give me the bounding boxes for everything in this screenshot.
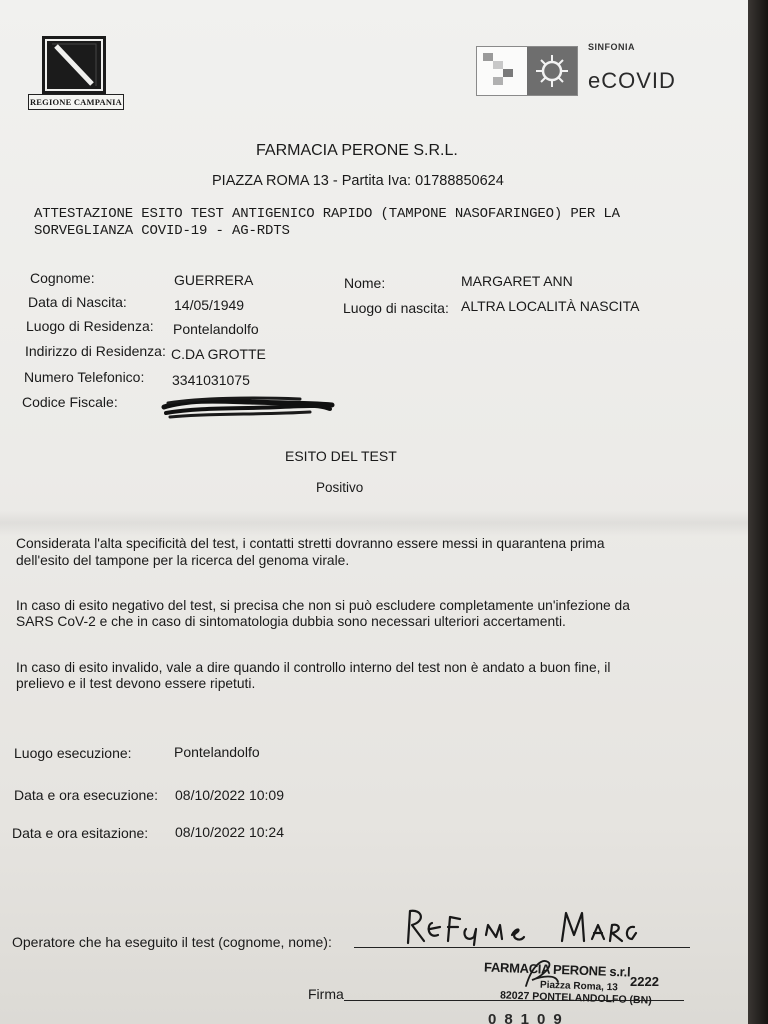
codice-fiscale-label: Codice Fiscale: [22, 394, 118, 410]
note-2-line2: SARS CoV-2 e che in caso di sintomatologia dubbia sono necessari ulteriori accertamenti. [16, 614, 566, 629]
data-esecuzione-value: 08/10/2022 10:09 [175, 787, 284, 803]
nome-value: MARGARET ANN [461, 273, 573, 289]
note-3-line1: In caso di esito invalido, vale a dire quando il controllo interno del test non è andato a buon fine, il [16, 660, 611, 675]
luogo-nascita-value: ALTRA LOCALITÀ NASCITA [461, 298, 640, 314]
nome-label: Nome: [344, 275, 386, 291]
stamp-line1: FARMACIA PERONE s.r.l [483, 959, 631, 980]
regione-campania-logo [28, 36, 122, 114]
ecovid-logo [476, 40, 676, 102]
stamp-line3: 82027 PONTELANDOLFO (BN) [499, 989, 652, 1007]
cognome-value: GUERRERA [174, 272, 254, 288]
operatore-handwritten-signature [400, 905, 640, 955]
firma-label: Firma [308, 986, 344, 1002]
regione-campania-label: REGIONE CAMPANIA [28, 94, 124, 110]
pharmacy-name: FARMACIA PERONE S.R.L. [256, 142, 458, 159]
note-1-line1: Considerata l'alta specificità del test, i contatti stretti dovranno essere messi in quarantena prima [16, 536, 605, 551]
luogo-nascita-label: Luogo di nascita: [343, 300, 449, 316]
note-2-line1: In caso di esito negativo del test, si precisa che non si può escludere completamente un'infezione da [16, 598, 630, 613]
data-esitazione-label: Data e ora esitazione: [12, 825, 149, 841]
sinfonia-label: SINFONIA [588, 42, 636, 52]
luogo-esecuzione-label: Luogo esecuzione: [14, 745, 132, 761]
redacted-codice-fiscale [160, 393, 336, 423]
indirizzo-residenza-label: Indirizzo di Residenza: [25, 343, 166, 359]
pharmacy-address: PIAZZA ROMA 13 - Partita Iva: 01788850624 [212, 173, 504, 189]
sinfonia-graphic-icon [476, 46, 578, 96]
stamp-partial-number: 08109 [488, 1011, 570, 1024]
numero-telefonico-label: Numero Telefonico: [24, 369, 145, 385]
note-1-line2: dell'esito del tampone per la ricerca del genoma virale. [16, 553, 350, 568]
luogo-residenza-label: Luogo di Residenza: [26, 318, 154, 334]
luogo-residenza-value: Pontelandolfo [173, 321, 259, 337]
operatore-label: Operatore che ha eseguito il test (cognome, nome): [12, 934, 332, 950]
stamp-line2: Piazza Roma, 13 [539, 979, 618, 994]
stamp-signature-scribble [522, 956, 562, 990]
document-title-line1: ATTESTAZIONE ESITO TEST ANTIGENICO RAPIDO (TAMPONE NASOFARINGEO) PER LA [34, 206, 620, 222]
ecovid-label: eCOVID [588, 68, 676, 93]
data-nascita-label: Data di Nascita: [28, 294, 127, 310]
document-title-line2: SORVEGLIANZA COVID-19 - AG-RDTS [34, 223, 290, 239]
esito-heading: ESITO DEL TEST [285, 448, 397, 464]
numero-telefonico-value: 3341031075 [172, 372, 250, 388]
data-esecuzione-label: Data e ora esecuzione: [14, 787, 158, 803]
data-nascita-value: 14/05/1949 [174, 297, 245, 313]
esito-value: Positivo [316, 480, 364, 495]
luogo-esecuzione-value: Pontelandolfo [174, 744, 260, 760]
campania-emblem-icon [42, 36, 106, 94]
paper-fold [0, 510, 752, 536]
note-3-line2: prelievo e il test devono essere ripetuti. [16, 676, 256, 691]
data-esitazione-value: 08/10/2022 10:24 [175, 824, 284, 840]
indirizzo-residenza-value: C.DA GROTTE [171, 346, 266, 362]
cognome-label: Cognome: [30, 270, 95, 286]
table-background [748, 0, 768, 1024]
stamp-number: 2222 [630, 974, 659, 989]
